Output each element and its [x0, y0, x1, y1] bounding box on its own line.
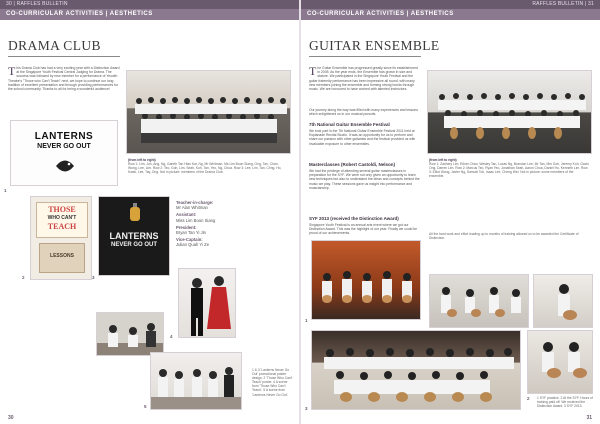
those-who-cant-teach-poster: [30, 196, 92, 280]
left-header-text: 30 | RAFFLES BULLETIN: [6, 1, 68, 7]
assistant-label: Assistant:: [176, 212, 197, 218]
right-header-text: RAFFLES BULLETIN | 31: [532, 1, 594, 7]
right-intro-paragraph-2: Our journey along the way was filled with many experiences and lessons which enlightened us in our musical pursuits.: [309, 108, 418, 117]
left-page-title: DRAMA CLUB: [8, 38, 101, 53]
fig-label-3: 3: [92, 275, 95, 280]
fig-label-2: 2: [22, 275, 25, 280]
left-dropcap: T: [8, 66, 16, 78]
poster1-subtitle: NEVER GO OUT: [37, 143, 91, 150]
fig-label-4: 4: [170, 334, 173, 339]
guitar-caption-text: Row 1: Zachary Lim, Ethan Chan, Wesley Tan, Lucas Ng, Brandon Lee, Mr Tan, Mrs Goh, Jeremy Koh, Gavin Ong, Darren Lim. Row 2: Marcus Teo, Ryan Yeo, Jonathan Seah, Aaron Chua, Daniel Ho, Kenneth Lim. Row 3: Elliot Wong, Javier Ng, Samuel Toh, Isaac Lee, Cheng Wei. Not in picture: some members of the ensemble.: [429, 162, 589, 179]
lanterns-poster-image: [10, 120, 118, 186]
guitar-fig-label-1: 1: [305, 318, 308, 323]
right-dropcap: T: [309, 66, 317, 78]
teacher-in-charge-value: Mr Alan Whitman: [176, 205, 208, 211]
lantern-icon: [125, 203, 145, 225]
right-title-rule: [309, 56, 421, 57]
drama-caption-text: Row 1: Lim, Jun, Ang, Ng, Gareth Tan Hian Kai, Ng, Mr Whitman, Ms Lim Boon Siang, Ong, Tan, Chan, Wong, Lee, Lim. Row 2: Teo, Goh, Lim, Seah, Koh, Tan, Yeo, Ng, Chua. Row 3: Lee, Lim, Tan, Chng, Ho, Kwek, Lee, Tay, Ong. Not in picture: members of the Drama Club.: [128, 162, 282, 175]
drama-figure-caption: 1 & 3 'Lanterns Never Go Out' promotional poster design. 2 'Those Who Can't Teach' poster. 4 A scene from 'Those Who Can't Teach'. 5 A scene from 'Lanterns Never Go Out'.: [252, 368, 293, 397]
poster3-subtitle: NEVER GO OUT: [110, 242, 157, 248]
assistant-value: Miss Lim Boon Siang: [176, 217, 216, 223]
practice-figures: [430, 275, 529, 328]
drama-group-caption: [128, 158, 288, 196]
left-intro-text: his Drama Club has had a very exciting year with a Distinction Award at the Singapore Youth Festival Central Judging for Drama. The success was followed by new member for a performance of Yeowth Theatre's "Those who Can't Teach" next, we hope to continue our long tradition of excellent presentation and through providing performances for the school community. Thanks to all for being a wonderful audience!: [8, 66, 120, 92]
guitar-group-caption: [429, 158, 589, 204]
president-value: Bryan Tan Yi Jin: [176, 230, 206, 236]
right-subheader-text: CO-CURRICULAR ACTIVITIES | AESTHETICS: [307, 11, 454, 17]
lanterns-dark-poster: [98, 196, 170, 276]
left-page-number: 30: [8, 415, 14, 421]
poster2-line2: WHO CAN'T: [47, 215, 77, 221]
right-page-number: 31: [586, 415, 592, 421]
poster1-title: LANTERNS: [34, 131, 94, 142]
classroom-figures: [97, 313, 164, 356]
section-text-masterclasses: We had the privilege of attending several guitar masterclasses in preparation for the SYF. We were not only given an opportunity to learn new techniques but also to understand the ideas and concepts behind the music we play. These sessions gave us insight into performance and musicianship.: [309, 169, 420, 190]
drama-staff-list: [176, 200, 236, 250]
guitar-solo-photo: [533, 274, 593, 328]
guitar-practice-photo: [429, 274, 529, 328]
section-text-festival: We took part in the 7th National Guitar Ensemble Festival 2011 held at Esplanade Recital Studio. It was an opportunity for us to perform and share our passion with other guitarists and the festival provided us with invaluable exposure to other ensembles.: [309, 129, 416, 146]
right-page: [301, 0, 600, 424]
poster2-line3: TEACH: [47, 222, 77, 231]
guitar-group-figures: [428, 71, 592, 154]
classroom-scene-photo: [96, 312, 164, 356]
solo-figure: [534, 275, 593, 328]
fig-label-1: 1: [4, 188, 7, 193]
ensemble-stage-photo: [311, 330, 521, 410]
closeup-figures: [528, 331, 593, 394]
drama-caption-head: (from left to right): [128, 158, 156, 162]
section-text-syf: Singapore Youth Festival is an annual arts event where we got our Distinction Award. This was the highlight of our year. Finally we could be proud of our achievements.: [309, 223, 418, 235]
left-title-rule: [8, 56, 120, 57]
stage-figures: [151, 353, 242, 410]
syf-performance-photo: [311, 240, 421, 320]
guitar-distinction-caption: All the hard work and effort leading up to months of training allowed us to be awarded the Certificate of Distinction.: [429, 232, 579, 241]
left-subheader-text: CO-CURRICULAR ACTIVITIES | AESTHETICS: [6, 11, 153, 17]
drama-club-group-photo: [126, 70, 291, 154]
left-page: [0, 0, 299, 424]
right-subheader-bar: [301, 9, 600, 20]
poster2-line4: LESSONS: [50, 253, 74, 259]
stage-scene-photo: [150, 352, 242, 410]
group-photo-figures: [127, 71, 291, 154]
guitar-figure-caption: 1 SYF practice. 2 At the SYF. Hours of training paid off. We received the Distinction Award. 3 SYF 2013.: [537, 396, 593, 409]
performers-figures: [179, 269, 236, 338]
left-intro-paragraph: [8, 66, 120, 112]
guitar-closeup-photo: [527, 330, 593, 394]
teacher-in-charge-label: Teacher-in-charge:: [176, 200, 214, 205]
ensemble-figures: [312, 331, 521, 410]
vice-captain-value: Julian Quah Yi Ze: [176, 242, 210, 248]
guitar-fig-label-3: 3: [305, 406, 308, 411]
section-heading-masterclasses: Masterclasses (Robert Castoldi, Nelson): [309, 162, 396, 167]
president-label: President:: [176, 224, 197, 230]
right-intro-paragraph: [309, 66, 421, 106]
fig-label-5: 5: [144, 404, 147, 409]
guitar-fig-label-2: 2: [527, 396, 530, 401]
poster3-title: LANTERNS: [109, 231, 159, 241]
lantern-fish-icon: [53, 153, 77, 179]
left-subheader-bar: [0, 9, 299, 20]
right-intro-text: he Guitar Ensemble has progressed greatly since its establishment in 2005. As the year ends, the Ensemble has grown in size and stature. We participated in the Singapore Youth Festival and the guitar fraternity performance has been impressive all round, with many new members joining the ensemble and forming strong bonds through music. We are honoured to have worked with talented instructors.: [309, 66, 418, 92]
poster2-line1: THOSE: [48, 205, 76, 214]
vice-captain-label: Vice-Captain:: [176, 237, 203, 243]
section-heading-festival: 7th National Guitar Ensemble Festival: [309, 122, 390, 127]
syf-performers: [312, 241, 421, 320]
right-page-title: GUITAR ENSEMBLE: [309, 38, 440, 53]
performers-scene-photo: [178, 268, 236, 338]
right-header-bar: [301, 0, 600, 9]
guitar-caption-head: (from left to right): [429, 158, 457, 162]
guitar-ensemble-group-photo: [427, 70, 592, 154]
section-heading-syf: SYF 2013 (received the Distinction Award): [309, 216, 399, 221]
left-header-bar: [0, 0, 299, 9]
